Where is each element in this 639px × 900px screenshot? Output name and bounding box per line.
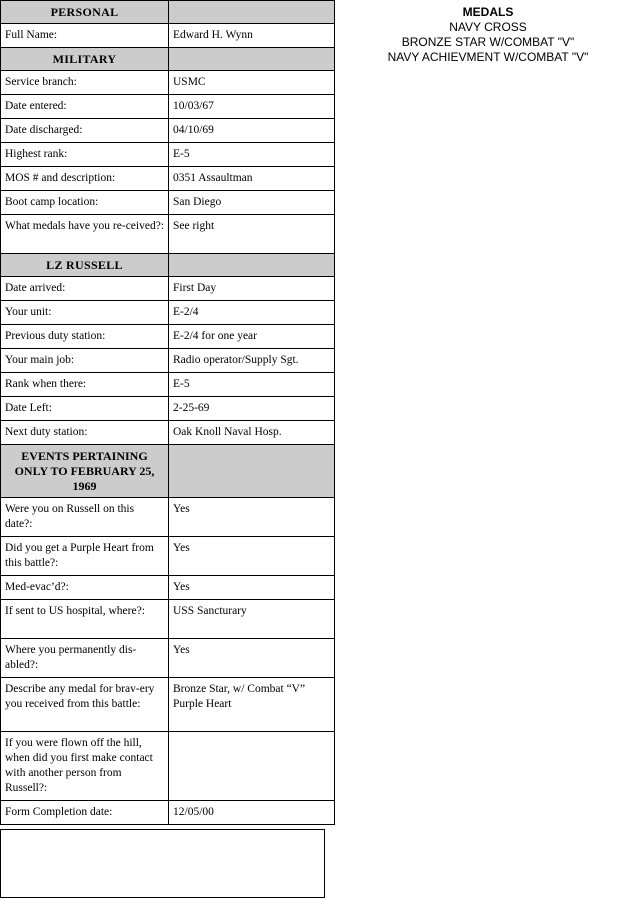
field-label: What medals have you re-ceived?:: [1, 215, 169, 254]
field-label: Date discharged:: [1, 119, 169, 143]
field-value: See right: [169, 215, 335, 254]
form-row-flown-off: [1, 732, 335, 801]
field-label: Full Name:: [1, 24, 169, 48]
form-row-date-arrived: [1, 277, 335, 301]
section-title: EVENTS PERTAINING ONLY TO FEBRUARY 25, 1969: [1, 445, 169, 498]
form-row-purple-heart: [1, 537, 335, 576]
field-label: MOS # and description:: [1, 167, 169, 191]
field-label: If you were flown off the hill, when did you first make contact with another person from Russell?:: [1, 732, 169, 801]
field-value: Radio operator/Supply Sgt.: [169, 349, 335, 373]
field-value: USS Sancturary: [169, 600, 335, 639]
field-label: Service branch:: [1, 71, 169, 95]
field-value: [169, 678, 335, 732]
section-header-lz-russell: [1, 254, 335, 277]
field-label: Where you permanently dis-abled?:: [1, 639, 169, 678]
section-header-blank: [169, 1, 335, 24]
field-label: Form Completion date:: [1, 801, 169, 825]
medals-list: [340, 5, 636, 65]
section-title: PERSONAL: [1, 1, 169, 24]
form-row-your-unit: [1, 301, 335, 325]
veteran-form-table: [0, 0, 335, 825]
form-row-boot-camp: [1, 191, 335, 215]
section-title: LZ RUSSELL: [1, 254, 169, 277]
blank-box: [0, 829, 325, 898]
field-value: [169, 732, 335, 801]
field-label: Date entered:: [1, 95, 169, 119]
field-label: Highest rank:: [1, 143, 169, 167]
section-title: MILITARY: [1, 48, 169, 71]
section-header-blank: [169, 445, 335, 498]
form-row-full-name: [1, 24, 335, 48]
form-row-completion-date: [1, 801, 335, 825]
form-row-on-russell: [1, 498, 335, 537]
field-value: San Diego: [169, 191, 335, 215]
medal-item: BRONZE STAR W/COMBAT "V": [401, 35, 575, 49]
field-label: Next duty station:: [1, 421, 169, 445]
field-label: Your unit:: [1, 301, 169, 325]
field-value: Yes: [169, 639, 335, 678]
field-value: E-5: [169, 373, 335, 397]
form-row-disabled: [1, 639, 335, 678]
field-label: Boot camp location:: [1, 191, 169, 215]
medal-item: NAVY CROSS: [449, 20, 527, 34]
section-header-blank: [169, 254, 335, 277]
field-value: E-2/4 for one year: [169, 325, 335, 349]
field-label: Med-evac’d?:: [1, 576, 169, 600]
section-header-blank: [169, 48, 335, 71]
field-label: Did you get a Purple Heart from this battle?:: [1, 537, 169, 576]
form-row-service-branch: [1, 71, 335, 95]
field-value-line: Purple Heart: [173, 698, 232, 710]
form-row-date-left: [1, 397, 335, 421]
form-row-main-job: [1, 349, 335, 373]
section-header-events: [1, 445, 335, 498]
field-value: E-2/4: [169, 301, 335, 325]
form-row-date-entered: [1, 95, 335, 119]
field-value: USMC: [169, 71, 335, 95]
form-row-rank-there: [1, 373, 335, 397]
field-value: 12/05/00: [169, 801, 335, 825]
field-label: If sent to US hospital, where?:: [1, 600, 169, 639]
field-label: Rank when there:: [1, 373, 169, 397]
field-value: 2-25-69: [169, 397, 335, 421]
field-value: Edward H. Wynn: [169, 24, 335, 48]
field-value: E-5: [169, 143, 335, 167]
field-value: 0351 Assaultman: [169, 167, 335, 191]
field-value-line: Bronze Star, w/ Combat “V”: [173, 683, 306, 695]
form-row-date-discharged: [1, 119, 335, 143]
field-label: Previous duty station:: [1, 325, 169, 349]
form-row-next-duty: [1, 421, 335, 445]
field-value: Oak Knoll Naval Hosp.: [169, 421, 335, 445]
section-header-personal: [1, 1, 335, 24]
section-header-military: [1, 48, 335, 71]
form-row-mos: [1, 167, 335, 191]
field-value: Yes: [169, 537, 335, 576]
medal-item: NAVY ACHIEVMENT W/COMBAT "V": [387, 50, 589, 64]
form-row-us-hospital: [1, 600, 335, 639]
field-value: 04/10/69: [169, 119, 335, 143]
field-label: Describe any medal for brav-ery you received from this battle:: [1, 678, 169, 732]
field-value: Yes: [169, 576, 335, 600]
form-row-medals-received: [1, 215, 335, 254]
medals-title: MEDALS: [462, 5, 514, 19]
form-row-previous-duty: [1, 325, 335, 349]
field-label: Your main job:: [1, 349, 169, 373]
field-value: Yes: [169, 498, 335, 537]
field-label: Were you on Russell on this date?:: [1, 498, 169, 537]
field-value: First Day: [169, 277, 335, 301]
field-label: Date Left:: [1, 397, 169, 421]
form-row-highest-rank: [1, 143, 335, 167]
field-value: 10/03/67: [169, 95, 335, 119]
field-label: Date arrived:: [1, 277, 169, 301]
form-row-bravery-medal: [1, 678, 335, 732]
form-row-med-evac: [1, 576, 335, 600]
